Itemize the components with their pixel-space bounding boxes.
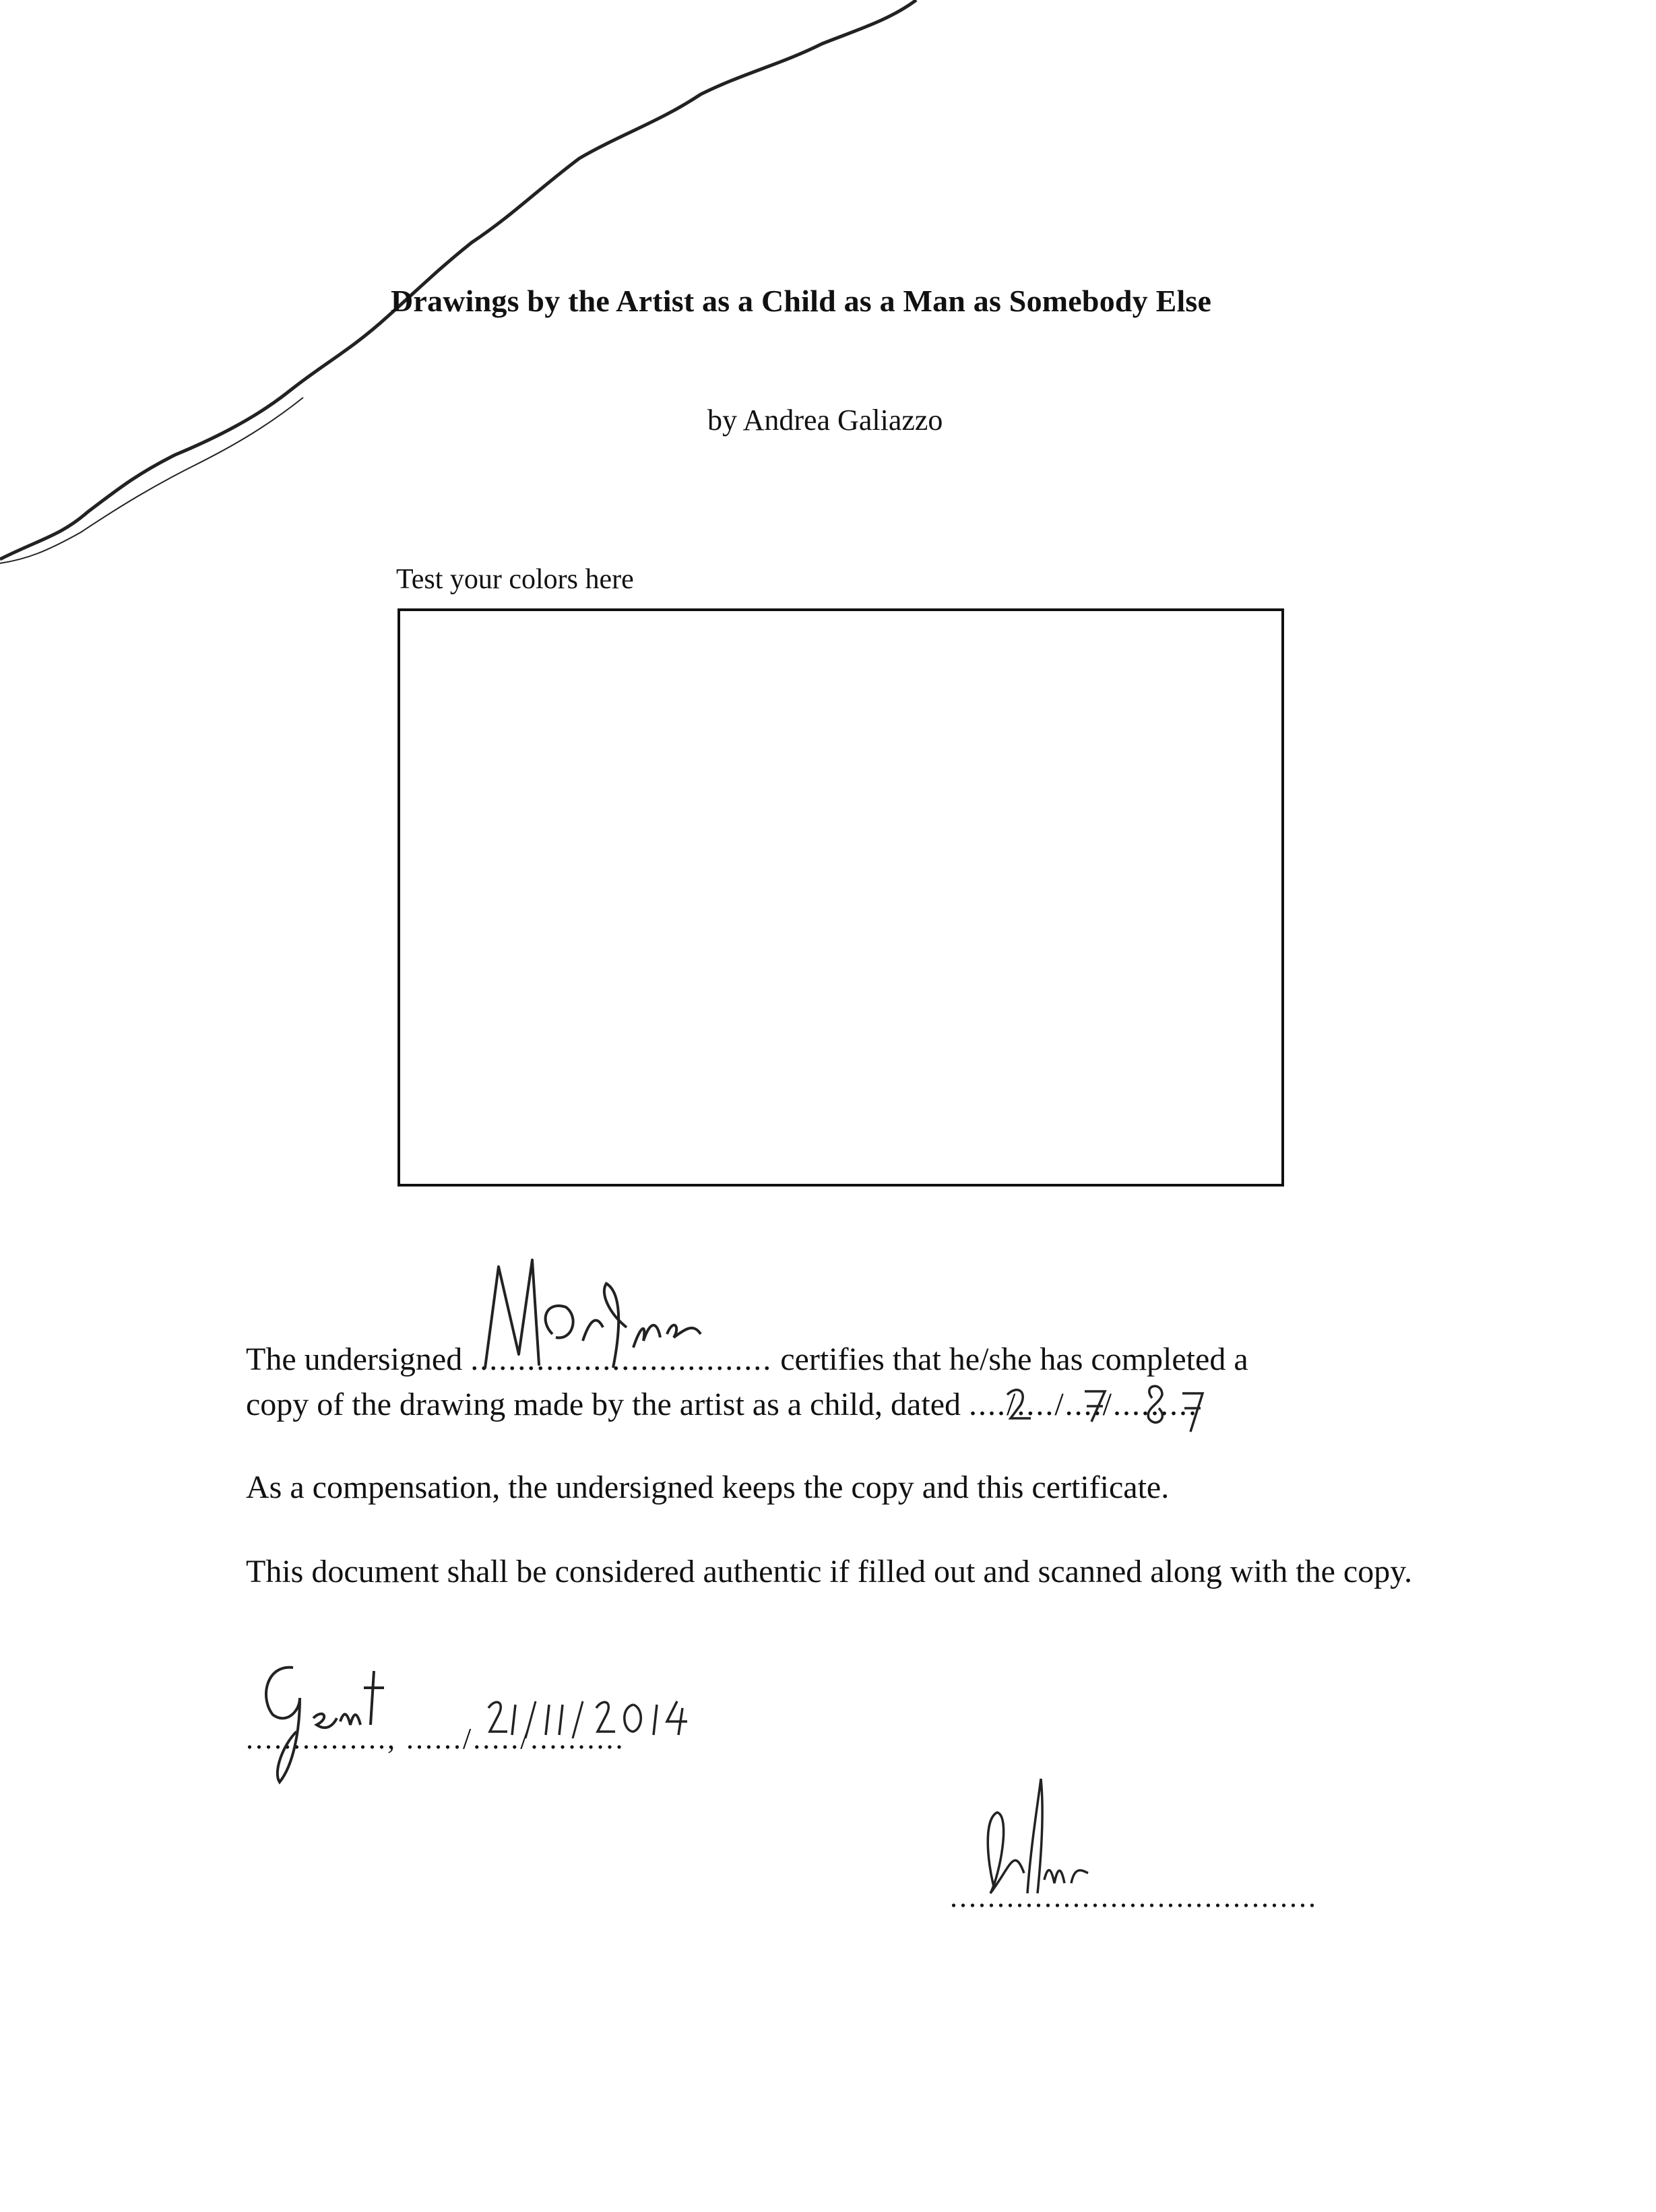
authenticity-text: This document shall be considered authentic if filled out and scanned along with the copy. <box>246 1554 1413 1589</box>
author-line: by Andrea Galiazzo <box>707 404 943 437</box>
drawing-copy-text: copy of the drawing made by the artist as a child, dated <box>246 1387 969 1422</box>
date-field-dots[interactable]: ..../..../..../......... <box>969 1387 1199 1422</box>
undersigned-prefix: The undersigned <box>246 1341 471 1377</box>
handwritten-place <box>253 1657 408 1792</box>
name-field-dots[interactable]: ................................ <box>470 1341 773 1377</box>
document-title: Drawings by the Artist as a Child as a Man as Somebody Else <box>391 284 1212 318</box>
handwritten-sign-date <box>482 1691 724 1745</box>
artist-signature <box>974 1765 1108 1907</box>
signature-field[interactable]: ....................................... <box>950 1881 1318 1914</box>
test-colors-label: Test your colors here <box>396 564 634 595</box>
handwritten-name-signature <box>472 1253 755 1381</box>
certifies-text: certifies that he/she has completed a <box>772 1341 1248 1377</box>
compensation-text: As a compensation, the undersigned keeps the copy and this certificate. <box>246 1470 1170 1505</box>
place-date-field[interactable]: ..............., ....../...../.......... <box>246 1722 625 1755</box>
color-test-box[interactable] <box>397 608 1284 1187</box>
handwritten-drawing-date <box>1000 1381 1223 1435</box>
